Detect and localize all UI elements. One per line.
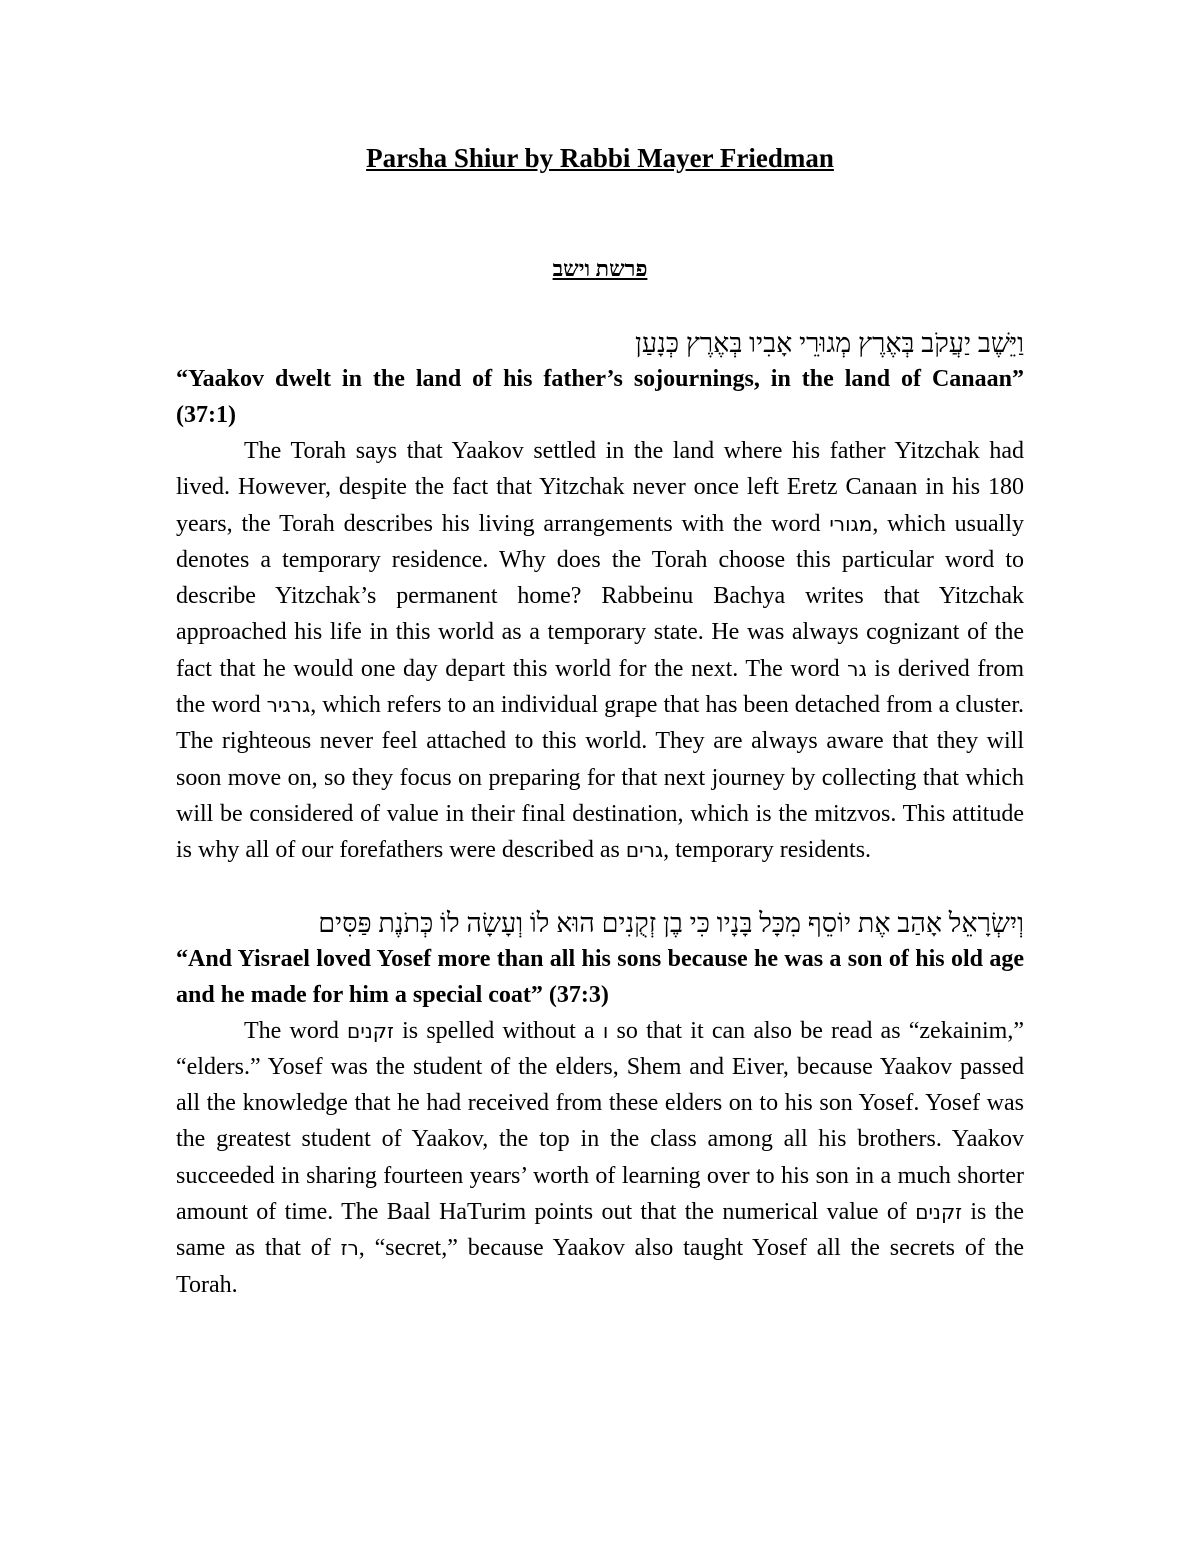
text-run: The word xyxy=(244,1017,348,1044)
section-vayeshev xyxy=(176,325,1024,869)
page-title: Parsha Shiur by Rabbi Mayer Friedman xyxy=(366,143,834,173)
english-verse: “And Yisrael loved Yosef more than all his sons because he was a son of his old age and he made for him a special coat” (37:3) xyxy=(176,945,1024,1008)
hebrew-word: גר xyxy=(847,656,867,681)
hebrew-word: רז xyxy=(340,1236,359,1261)
commentary-paragraph xyxy=(176,433,1024,869)
hebrew-word: מגורי xyxy=(829,511,873,536)
hebrew-verse: וַיֵּשֶׁב יַעֲקֹב בְּאֶרֶץ מְגוּרֵי אָבִיו בְּאֶרֶץ כְּנָעַן xyxy=(634,328,1024,358)
parsha-name: פרשת וישב xyxy=(552,256,648,281)
hebrew-word: ו xyxy=(602,1018,609,1043)
text-run: so that it can also be read as “zekainim,” “elders.” Yosef was the student of the elders, Shem and Eiver, because Yaakov passed all the knowledge that he had received from these elders on to his son Yosef. Yosef was the greatest student of Yaakov, the top in the class among all his brothers. Yaakov succeeded in sharing fourteen years’ worth of learning over to his son in a much shorter amount of time. The Baal HaTurim points out that the numerical value of xyxy=(176,1017,1024,1226)
text-run: is the same as that of xyxy=(176,1199,1025,1262)
commentary-paragraph xyxy=(176,1013,1024,1303)
hebrew-word: גרים xyxy=(625,838,664,863)
document-page xyxy=(176,140,1024,1303)
hebrew-word: זקנים xyxy=(347,1018,394,1043)
hebrew-verse: וְיִשְׂרָאֵל אָהַב אֶת יוֹסֵף מִכָּל בָּנָיו כִּי בֶן זְקֻנִים הוּא לוֹ וְעָשָׂה לוֹ כְּתֹנֶת פַּסִּים xyxy=(318,907,1024,938)
text-run: The Torah says that Yaakov settled in the land where his father Yitzchak had lived. However, despite the fact that Yitzchak never once left Eretz Canaan in his 180 years, the Torah describes his living arrangements with the word xyxy=(176,438,1024,537)
text-run: is spelled without a xyxy=(393,1017,603,1044)
hebrew-word: גרגיר xyxy=(266,693,311,718)
section-yisrael-loved-yosef xyxy=(176,905,1024,1303)
english-verse: “Yaakov dwelt in the land of his father’s sojournings, in the land of Canaan” (37:1) xyxy=(176,366,1024,428)
text-run: , “secret,” because Yaakov also taught Yosef all the secrets of the Torah. xyxy=(176,1235,1024,1298)
text-run: , which refers to an individual grape that has been detached from a cluster. The righteous never feel attached to this world. They are always aware that they will soon move on, so they focus on preparing for that next journey by collecting that which will be considered of value in their final destination, which is the mitzvos. This attitude is why all of our forefathers were described as xyxy=(176,692,1024,864)
text-run: , which usually denotes a temporary residence. Why does the Torah choose this particular word to describe Yitzchak’s permanent home? Rabbeinu Bachya writes that Yitzchak approached his life in this world as a temporary state. He was always cognizant of the fact that he would one day depart this world for the next. The word xyxy=(176,510,1024,682)
text-run: is derived from the word xyxy=(176,655,1024,719)
hebrew-word: זקנים xyxy=(915,1200,963,1225)
text-run: , temporary residents. xyxy=(663,837,872,864)
